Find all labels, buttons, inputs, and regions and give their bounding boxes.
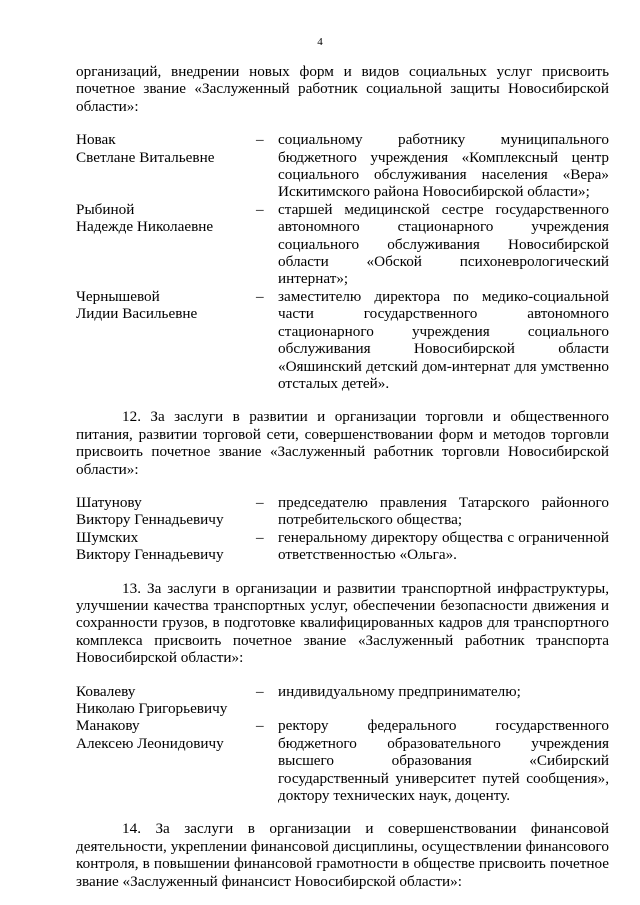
paragraph-13: 13. За заслуги в организации и развитии транспортной инфраструктуры, улучшении качества транспортных услуг, обеспечении безопасности движения и сохранности грузов, в подготовке квалифицированных кадров для транспортного комплекса присвоить почетное звание «Заслуженный работник транспорта Новосибирской области»: <box>76 579 609 667</box>
awardee-given-names: Лидии Васильевне <box>76 305 198 323</box>
awardee-position: генеральному директору общества с ограниченной ответственностью «Ольга». <box>278 528 609 564</box>
awardee-surname: Рыбиной <box>76 200 135 218</box>
awardee-list-trade <box>76 494 609 564</box>
entry-dash: – <box>256 717 264 735</box>
awardee-given-names: Светлане Витальевне <box>76 148 215 166</box>
entry-dash: – <box>256 528 264 546</box>
awardee-entry <box>76 131 609 201</box>
awardee-name <box>76 494 256 529</box>
page-number: 4 <box>317 36 323 48</box>
awardee-name <box>76 131 256 201</box>
awardee-position: председателю правления Татарского районного потребительского общества; <box>278 493 609 529</box>
awardee-entry <box>76 494 609 529</box>
awardee-surname: Манакову <box>76 717 140 735</box>
awardee-surname: Чернышевой <box>76 287 160 305</box>
entry-dash: – <box>256 131 264 149</box>
awardee-given-names: Надежде Николаевне <box>76 218 214 236</box>
awardee-entry <box>76 717 609 804</box>
awardee-given-names: Алексею Леонидовичу <box>76 734 224 752</box>
awardee-name <box>76 683 256 718</box>
awardee-position: социальному работнику муниципального бюджетного учреждения «Комплексный центр социального обслуживания населения «Вера» Искитимского района Новосибирской области»; <box>278 131 609 201</box>
awardee-position: заместителю директора по медико-социальной части государственного автономного стационарного учреждения социального обслуживания Новосибирской области «Ояшинский детский дом-интернат для умственно отсталых детей». <box>278 287 609 392</box>
awardee-name <box>76 201 256 288</box>
awardee-entry <box>76 201 609 288</box>
awardee-entry <box>76 529 609 564</box>
paragraph-12: 12. За заслуги в развитии и организации торговли и общественного питания, развитии торговой сети, совершенствовании форм и методов торговли присвоить почетное звание «Заслуженный работник торговли Новосибирской области»: <box>76 408 609 478</box>
intro-paragraph: организаций, внедрении новых форм и видов социальных услуг присвоить почетное звание «Заслуженный работник социальной защиты Новосибирской области»: <box>76 63 609 115</box>
awardee-surname: Ковалеву <box>76 682 136 700</box>
awardee-name <box>76 717 256 804</box>
entry-dash: – <box>256 287 264 305</box>
entry-dash: – <box>256 493 264 511</box>
awardee-surname: Шатунову <box>76 493 142 511</box>
awardee-position: старшей медицинской сестре государственного автономного стационарного учреждения социального обслуживания Новосибирской области «Обской психоневрологический интернат»; <box>278 200 609 288</box>
awardee-given-names: Николаю Григорьевичу <box>76 700 228 717</box>
awardee-given-names: Виктору Геннадьевичу <box>76 511 224 529</box>
awardee-name <box>76 288 256 392</box>
awardee-position: ректору федерального государственного бюджетного образовательного учреждения высшего образования «Сибирский государственный университет путей сообщения», доктору технических наук, доценту. <box>278 717 609 805</box>
awardee-surname: Шумских <box>76 528 139 546</box>
paragraph-14: 14. За заслуги в организации и совершенствовании финансовой деятельности, укреплении финансовой дисциплины, осуществлении финансового контроля, в повышении финансовой грамотности в обществе присвоить почетное звание «Заслуженный финансист Новосибирской области»: <box>76 820 609 890</box>
awardee-given-names: Виктору Геннадьевичу <box>76 546 224 564</box>
awardee-list-transport <box>76 683 609 805</box>
awardee-surname: Новак <box>76 131 116 149</box>
entry-dash: – <box>256 200 264 218</box>
document-body <box>76 63 609 890</box>
awardee-name <box>76 529 256 564</box>
awardee-entry <box>76 683 609 718</box>
awardee-list-social <box>76 131 609 392</box>
entry-dash: – <box>256 682 264 700</box>
awardee-position: индивидуальному предпринимателю; <box>278 682 521 700</box>
awardee-entry <box>76 288 609 392</box>
